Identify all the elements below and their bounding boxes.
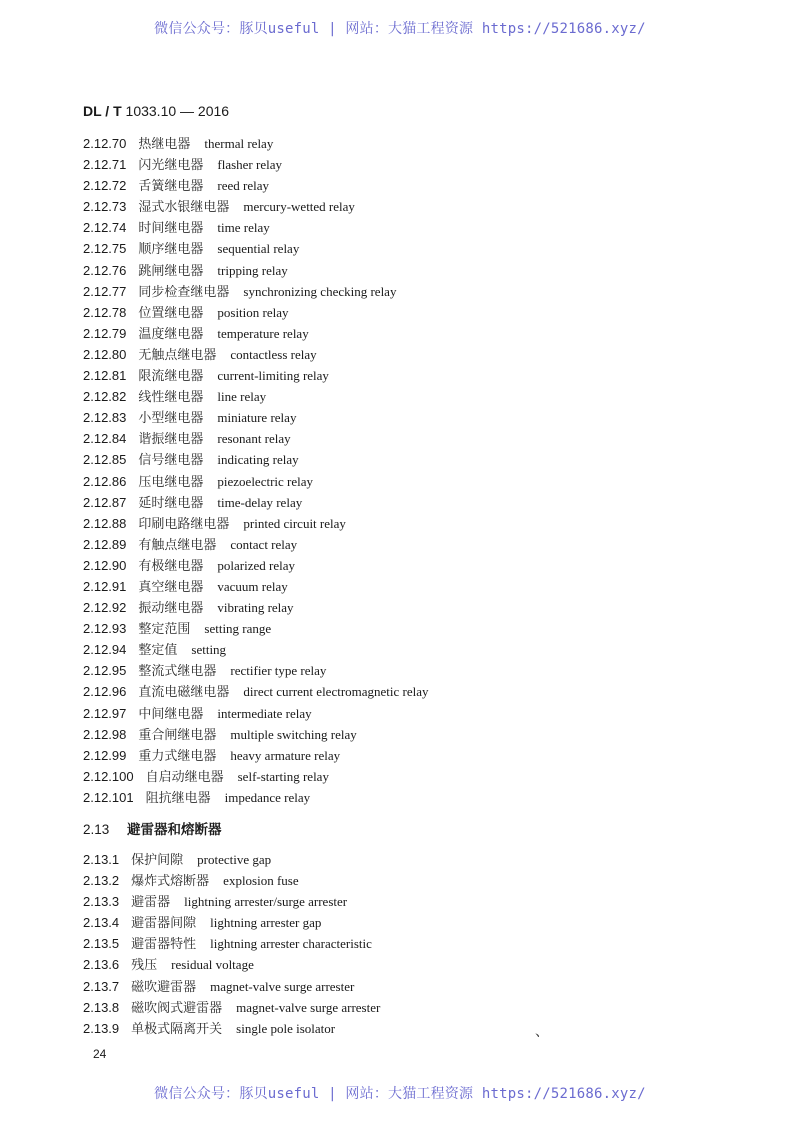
term-number: 2.12.73 xyxy=(83,199,127,215)
term-chinese: 无触点继电器 xyxy=(138,347,217,363)
term-chinese: 整定值 xyxy=(138,643,178,659)
term-english: magnet-valve surge arrester xyxy=(236,999,381,1015)
term-chinese: 舌簧继电器 xyxy=(138,179,204,195)
term-entry xyxy=(83,428,683,449)
term-entry xyxy=(83,196,683,217)
term-english: direct current electromagnetic relay xyxy=(243,684,429,700)
term-entry xyxy=(83,997,683,1018)
term-entry xyxy=(83,154,683,175)
term-entry xyxy=(83,976,683,997)
standard-number: 1033.10 — 2016 xyxy=(125,103,230,119)
term-number: 2.12.99 xyxy=(83,747,127,763)
watermark-bottom: 微信公众号：豚贝useful | 网站：大猫工程资源 https://521686.xyz/ xyxy=(154,1086,646,1102)
term-chinese: 同步检查继电器 xyxy=(138,284,230,300)
term-entry xyxy=(83,597,683,618)
term-chinese: 延时继电器 xyxy=(138,495,204,511)
document-header xyxy=(83,103,229,119)
term-entry xyxy=(83,260,683,281)
term-number: 2.13.6 xyxy=(83,957,120,973)
term-chinese: 信号继电器 xyxy=(138,453,204,469)
term-english: setting range xyxy=(204,621,272,637)
term-english: contact relay xyxy=(230,536,298,552)
term-entry xyxy=(83,870,683,891)
term-english: current-limiting relay xyxy=(217,368,329,384)
term-number: 2.12.100 xyxy=(83,768,134,784)
term-number: 2.13.8 xyxy=(83,999,120,1015)
term-english: lightning arrester/surge arrester xyxy=(184,894,348,910)
term-english: polarized relay xyxy=(217,557,295,573)
section-title: 避雷器和熔断器 xyxy=(127,822,222,838)
term-chinese: 避雷器 xyxy=(131,895,171,911)
term-english: lightning arrester gap xyxy=(210,915,322,931)
term-number: 2.12.75 xyxy=(83,241,127,257)
term-number: 2.12.80 xyxy=(83,346,127,362)
term-chinese: 有极继电器 xyxy=(138,558,204,574)
term-chinese: 避雷器间隙 xyxy=(131,916,197,932)
term-entry xyxy=(83,344,683,365)
term-english: mercury-wetted relay xyxy=(243,199,355,215)
term-english: line relay xyxy=(217,389,267,405)
term-chinese: 温度继电器 xyxy=(138,326,204,342)
term-english: vacuum relay xyxy=(217,578,288,594)
term-english: printed circuit relay xyxy=(243,515,346,531)
term-chinese: 振动继电器 xyxy=(138,601,204,617)
term-english: magnet-valve surge arrester xyxy=(210,978,355,994)
term-entry xyxy=(83,323,683,344)
term-chinese: 保护间隙 xyxy=(131,853,184,868)
term-number: 2.12.90 xyxy=(83,557,127,573)
term-english: contactless relay xyxy=(230,346,317,362)
term-entry xyxy=(83,217,683,238)
term-chinese: 热继电器 xyxy=(138,137,191,152)
term-number: 2.13.2 xyxy=(83,873,120,889)
page-number: 24 xyxy=(93,1047,107,1061)
term-chinese: 重力式继电器 xyxy=(138,748,217,764)
term-number: 2.12.87 xyxy=(83,494,127,510)
term-number: 2.12.84 xyxy=(83,431,127,447)
term-english: residual voltage xyxy=(171,957,254,973)
term-chinese: 阻抗继电器 xyxy=(145,790,211,806)
term-english: synchronizing checking relay xyxy=(243,283,397,299)
term-chinese: 有触点继电器 xyxy=(138,537,217,553)
term-english: lightning arrester characteristic xyxy=(210,936,372,952)
term-number: 2.12.97 xyxy=(83,705,127,721)
term-english: miniature relay xyxy=(217,410,297,426)
term-entry xyxy=(83,492,683,513)
term-chinese: 自启动继电器 xyxy=(145,769,224,785)
term-number: 2.12.85 xyxy=(83,452,127,468)
term-number: 2.12.77 xyxy=(83,283,127,299)
term-number: 2.12.91 xyxy=(83,578,127,594)
term-entry xyxy=(83,766,683,787)
term-chinese: 避雷器特性 xyxy=(131,937,197,953)
term-english: protective gap xyxy=(197,852,272,867)
term-entry xyxy=(83,703,683,724)
term-chinese: 压电继电器 xyxy=(138,474,204,490)
term-number: 2.12.98 xyxy=(83,726,127,742)
term-number: 2.12.88 xyxy=(83,515,127,531)
term-number: 2.12.93 xyxy=(83,621,127,637)
term-entry xyxy=(83,745,683,766)
term-english: tripping relay xyxy=(217,262,288,278)
term-list-2-12 xyxy=(83,133,683,808)
term-english: heavy armature relay xyxy=(230,747,341,763)
term-entry xyxy=(83,471,683,492)
term-chinese: 闪光继电器 xyxy=(138,158,204,174)
term-chinese: 印刷电路继电器 xyxy=(138,516,230,532)
term-english: time relay xyxy=(217,220,270,236)
term-english: intermediate relay xyxy=(217,705,312,721)
term-number: 2.13.3 xyxy=(83,894,120,910)
term-entry xyxy=(83,954,683,975)
term-list-2-13 xyxy=(83,849,683,1039)
term-number: 2.12.72 xyxy=(83,178,127,194)
term-number: 2.12.92 xyxy=(83,600,127,616)
term-chinese: 重合闸继电器 xyxy=(138,727,217,743)
term-number: 2.13.5 xyxy=(83,936,120,952)
term-chinese: 线性继电器 xyxy=(138,390,204,406)
term-chinese: 直流电磁继电器 xyxy=(138,685,230,701)
term-english: piezoelectric relay xyxy=(217,473,314,489)
term-chinese: 顺序继电器 xyxy=(138,242,204,258)
term-entry xyxy=(83,238,683,259)
term-number: 2.13.9 xyxy=(83,1020,120,1036)
term-entry xyxy=(83,534,683,555)
term-number: 2.13.4 xyxy=(83,915,120,931)
standard-code: DL / T xyxy=(83,103,122,119)
term-entry xyxy=(83,449,683,470)
term-chinese: 真空继电器 xyxy=(138,579,204,595)
term-number: 2.12.78 xyxy=(83,304,127,320)
term-entry xyxy=(83,175,683,196)
term-chinese: 整定范围 xyxy=(138,622,191,638)
term-number: 2.12.89 xyxy=(83,536,127,552)
term-entry xyxy=(83,386,683,407)
term-number: 2.13.7 xyxy=(83,978,120,994)
term-chinese: 爆炸式熔断器 xyxy=(131,874,210,890)
term-english: thermal relay xyxy=(204,136,274,151)
term-english: reed relay xyxy=(217,178,269,194)
section-heading-2-13 xyxy=(83,818,222,838)
term-number: 2.12.94 xyxy=(83,642,127,658)
term-entry xyxy=(83,849,683,870)
term-number: 2.12.83 xyxy=(83,410,127,426)
term-english: multiple switching relay xyxy=(230,726,357,742)
term-english: indicating relay xyxy=(217,452,299,468)
term-english: position relay xyxy=(217,304,289,320)
term-entry xyxy=(83,1018,683,1039)
term-english: rectifier type relay xyxy=(230,663,327,679)
term-entry xyxy=(83,365,683,386)
term-number: 2.12.71 xyxy=(83,157,127,173)
term-english: impedance relay xyxy=(224,789,311,805)
term-entry xyxy=(83,618,683,639)
term-entry xyxy=(83,724,683,745)
term-chinese: 磁吹避雷器 xyxy=(131,979,197,995)
term-english: vibrating relay xyxy=(217,600,294,616)
term-entry xyxy=(83,660,683,681)
term-entry xyxy=(83,681,683,702)
term-entry xyxy=(83,891,683,912)
term-entry xyxy=(83,513,683,534)
term-chinese: 谐振继电器 xyxy=(138,432,204,448)
term-chinese: 整流式继电器 xyxy=(138,664,217,680)
term-entry xyxy=(83,787,683,808)
term-entry xyxy=(83,407,683,428)
term-number: 2.12.86 xyxy=(83,473,127,489)
term-chinese: 单极式隔离开关 xyxy=(131,1021,223,1037)
term-chinese: 残压 xyxy=(131,958,158,974)
term-english: resonant relay xyxy=(217,431,291,447)
term-entry xyxy=(83,281,683,302)
term-entry xyxy=(83,912,683,933)
term-english: time-delay relay xyxy=(217,494,303,510)
term-number: 2.12.79 xyxy=(83,325,127,341)
term-entry xyxy=(83,639,683,660)
term-number: 2.12.101 xyxy=(83,789,134,805)
term-chinese: 位置继电器 xyxy=(138,305,204,321)
term-number: 2.12.76 xyxy=(83,262,127,278)
term-number: 2.12.74 xyxy=(83,220,127,236)
term-english: sequential relay xyxy=(217,241,300,257)
term-chinese: 磁吹阀式避雷器 xyxy=(131,1000,223,1016)
term-entry xyxy=(83,133,683,154)
watermark-top: 微信公众号：豚贝useful | 网站：大猫工程资源 https://521686.xyz/ xyxy=(154,21,646,37)
term-number: 2.12.95 xyxy=(83,663,127,679)
term-english: single pole isolator xyxy=(236,1020,336,1036)
term-chinese: 时间继电器 xyxy=(138,221,204,237)
term-english: setting xyxy=(191,642,227,658)
term-number: 2.12.96 xyxy=(83,684,127,700)
term-chinese: 湿式水银继电器 xyxy=(138,200,230,216)
term-english: self-starting relay xyxy=(237,768,329,784)
term-entry xyxy=(83,555,683,576)
section-number: 2.13 xyxy=(83,822,110,837)
term-english: temperature relay xyxy=(217,325,309,341)
term-number: 2.12.70 xyxy=(83,136,127,151)
term-number: 2.12.81 xyxy=(83,368,127,384)
term-chinese: 跳闸继电器 xyxy=(138,263,204,279)
term-english: explosion fuse xyxy=(223,873,299,889)
term-entry xyxy=(83,933,683,954)
term-entry xyxy=(83,302,683,323)
term-number: 2.12.82 xyxy=(83,389,127,405)
term-entry xyxy=(83,576,683,597)
term-english: flasher relay xyxy=(217,157,282,173)
term-chinese: 限流继电器 xyxy=(138,369,204,385)
term-chinese: 小型继电器 xyxy=(138,411,204,427)
term-number: 2.13.1 xyxy=(83,852,120,867)
term-chinese: 中间继电器 xyxy=(138,706,204,722)
stray-mark: 、 xyxy=(535,1025,549,1040)
